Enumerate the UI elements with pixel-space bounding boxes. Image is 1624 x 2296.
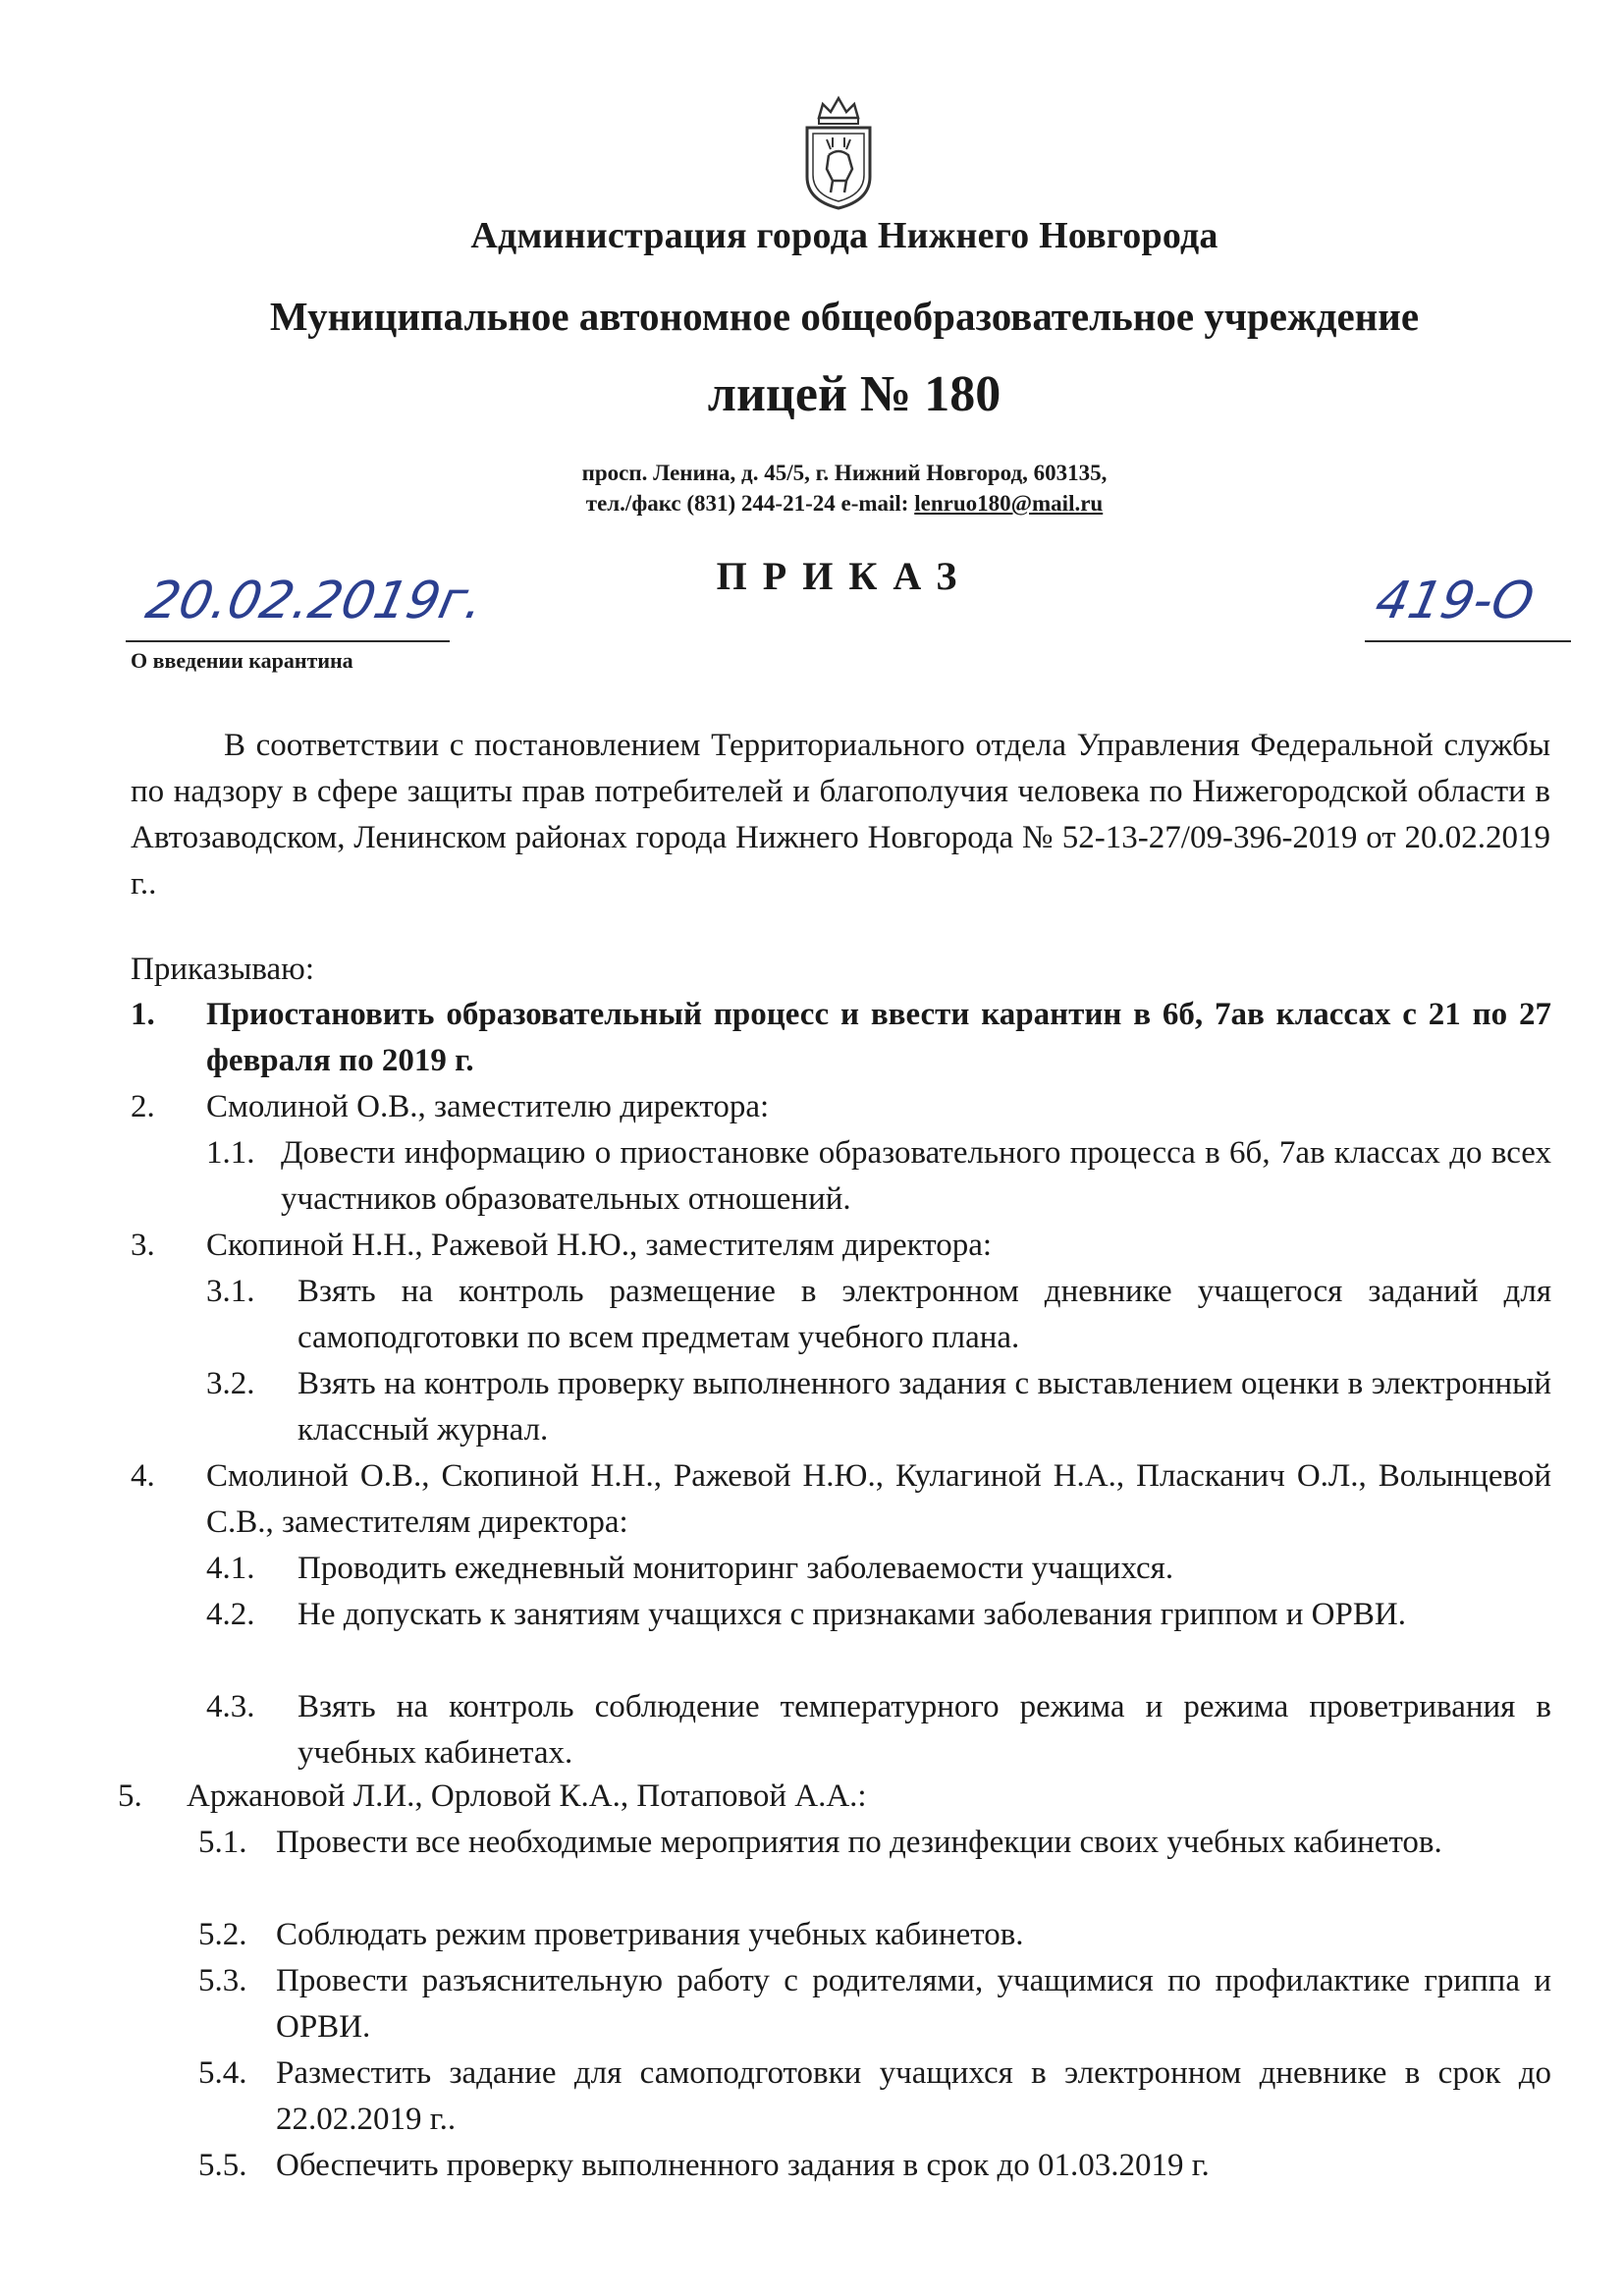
- item-number: 5.2.: [198, 1917, 247, 1952]
- address-line: просп. Ленина, д. 45/5, г. Нижний Новгород, 603135,: [581, 461, 1108, 485]
- item-text: Довести информацию о приостановке образовательного процесса в 6б, 7ав классах до всех участников образовательных отношений.: [281, 1135, 1551, 1217]
- item-number: 1.1.: [206, 1135, 255, 1171]
- item-text: Не допускать к занятиям учащихся с признаками заболевания гриппом и ОРВИ.: [298, 1597, 1406, 1632]
- item-text: Взять на контроль соблюдение температурного режима и режима проветривания в учебных кабинетах.: [298, 1689, 1551, 1771]
- item-text: Аржановой Л.И., Орловой К.А., Потаповой А.А.:: [187, 1778, 867, 1814]
- item-text: Скопиной Н.Н., Ражевой Н.Ю., заместителям директора:: [206, 1228, 993, 1263]
- administration-name: Администрация города Нижнего Новгорода: [470, 215, 1218, 256]
- item-number: 5.1.: [198, 1825, 247, 1860]
- item-number: 4.: [131, 1458, 155, 1494]
- item-number: 5.4.: [198, 2055, 247, 2091]
- item-text: Провести все необходимые мероприятия по дезинфекции своих учебных кабинетов.: [276, 1825, 1442, 1860]
- item-text: Разместить задание для самоподготовки учащихся в электронном дневнике в срок до 22.02.2019 г..: [276, 2055, 1551, 2137]
- item-number: 4.2.: [206, 1597, 255, 1632]
- lyceum-name: лицей № 180: [707, 366, 1001, 422]
- item-text: Приостановить образовательный процесс и ввести карантин в 6б, 7ав классах с 21 по 27 февраля по 2019 г.: [206, 997, 1551, 1078]
- contact-line: [0, 491, 1624, 517]
- document-title: ПРИКАЗ: [716, 554, 973, 598]
- item-text: Смолиной О.В., Скопиной Н.Н., Ражевой Н.Ю., Кулагиной Н.А., Пласканич О.Л., Волынцевой С.В., заместителям директора:: [206, 1458, 1551, 1540]
- order-word: Приказываю:: [131, 952, 314, 987]
- item-number: 1.: [131, 997, 155, 1032]
- item-number: 4.3.: [206, 1689, 255, 1724]
- phone-fax-text: тел./факс (831) 244-21-24 e-mail:: [585, 491, 915, 516]
- item-number: 3.: [131, 1228, 155, 1263]
- handwritten-date: 20.02.2019г.: [140, 572, 489, 630]
- email-link[interactable]: lenruo180@mail.ru: [914, 491, 1104, 516]
- order-subject: О введении карантина: [131, 648, 353, 673]
- item-number: 3.1.: [206, 1274, 255, 1309]
- date-underline: [126, 640, 450, 642]
- handwritten-order-number: 419-О: [1370, 572, 1540, 630]
- coat-of-arms-emblem: [797, 90, 880, 212]
- item-text: Взять на контроль размещение в электронном дневнике учащегося заданий для самоподготовки по всем предметам учебного плана.: [298, 1274, 1551, 1355]
- number-underline: [1365, 640, 1571, 642]
- institution-name: Муниципальное автономное общеобразовательное учреждение: [269, 294, 1420, 339]
- item-number: 3.2.: [206, 1366, 255, 1401]
- item-number: 2.: [131, 1089, 155, 1124]
- item-text: Проводить ежедневный мониторинг заболеваемости учащихся.: [298, 1551, 1174, 1586]
- item-text: Соблюдать режим проветривания учебных кабинетов.: [276, 1917, 1024, 1952]
- preamble-paragraph: В соответствии с постановлением Территориального отдела Управления Федеральной службы по надзору в сфере защиты прав потребителей и благополучия человека по Нижегородской области в Автозаводском, Ленинском районах города Нижнего Новгорода № 52-13-27/09-396-2019 от 20.02.2019 г..: [131, 728, 1550, 902]
- item-text: Провести разъяснительную работу с родителями, учащимися по профилактике гриппа и ОРВИ.: [276, 1963, 1551, 2045]
- item-text: Взять на контроль проверку выполненного задания с выставлением оценки в электронный классный журнал.: [298, 1366, 1551, 1448]
- item-number: 5.3.: [198, 1963, 247, 1998]
- item-number: 5.5.: [198, 2148, 247, 2183]
- item-number: 4.1.: [206, 1551, 255, 1586]
- item-text: Смолиной О.В., заместителю директора:: [206, 1089, 770, 1124]
- item-text: Обеспечить проверку выполненного задания в срок до 01.03.2019 г.: [276, 2148, 1210, 2183]
- item-number: 5.: [118, 1778, 142, 1814]
